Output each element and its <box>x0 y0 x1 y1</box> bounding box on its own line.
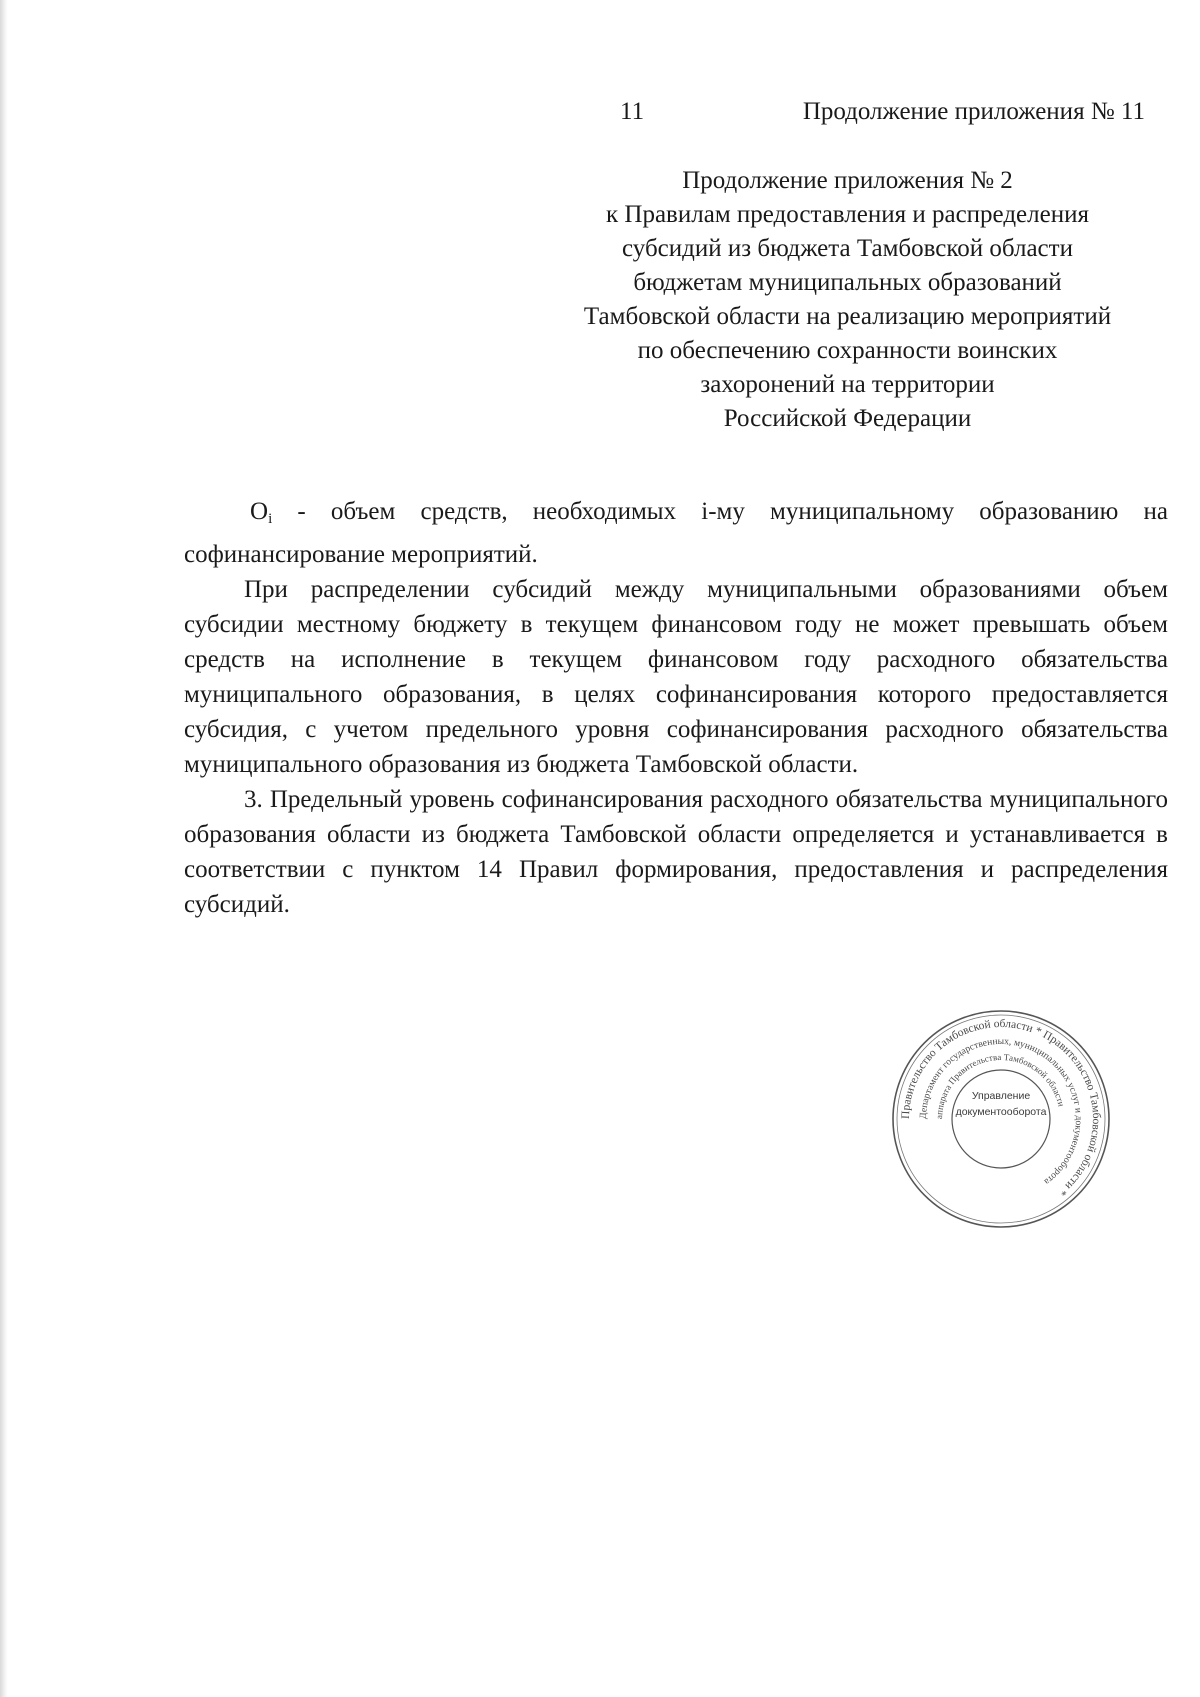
appendix-reference-block <box>520 164 1175 436</box>
page-header <box>0 98 1200 138</box>
seal-center-line: документооборота <box>955 1106 1047 1118</box>
variable-subscript: i <box>268 511 273 527</box>
seal-middle-text: Департамент государственных, муниципальных услуг и документооборота <box>917 1035 1085 1188</box>
appendix-line: субсидий из бюджета Тамбовской области <box>622 235 1073 262</box>
official-seal-stamp <box>890 1008 1112 1230</box>
appendix-line: захоронений на территории <box>700 371 995 398</box>
appendix-line: Тамбовской области на реализацию мероприятий <box>583 303 1112 330</box>
paragraph-definition <box>184 494 1168 572</box>
definition-text: - объем средств, необходимых i-му муниципальному образованию на софинансирование мероприятий. <box>184 498 1168 568</box>
appendix-line: по обеспечению сохранности воинских <box>637 337 1058 364</box>
seal-inner-text: аппарата Правительства Тамбовской области <box>933 1051 1067 1120</box>
variable-symbol: O <box>250 498 269 525</box>
scan-edge-shadow <box>0 0 8 1697</box>
appendix-line: Продолжение приложения № 2 <box>682 167 1013 194</box>
appendix-line: бюджетам муниципальных образований <box>633 269 1062 296</box>
appendix-line: к Правилам предоставления и распределения <box>606 201 1089 228</box>
appendix-continuation-label: Продолжение приложения № 11 <box>802 98 1145 125</box>
body-text <box>184 494 1168 922</box>
seal-outer-text: Правительство Тамбовской области * Правительство Тамбовской области * <box>899 1017 1103 1198</box>
page-number: 11 <box>620 98 645 125</box>
seal-center-text <box>940 1088 1062 1120</box>
appendix-line: Российской Федерации <box>723 405 972 432</box>
seal-center-line: Управление <box>971 1090 1031 1102</box>
paragraph-cofinancing-limit: 3. Предельный уровень софинансирования расходного обязательства муниципального образования области из бюджета Тамбовской области определяется и устанавливается в соответствии с пунктом 14 Правил формирования, предоставления и распределения субсидий. <box>184 786 1168 918</box>
paragraph-distribution: При распределении субсидий между муниципальными образованиями объем субсидии местному бюджету в текущем финансовом году не может превышать объем средств на исполнение в текущем финансовом году расходного обязательства муниципального образования, в целях софинансирования которого предоставляется субсидия, с учетом предельного уровня софинансирования расходного обязательства муниципального образования из бюджета Тамбовской области. <box>184 576 1168 778</box>
